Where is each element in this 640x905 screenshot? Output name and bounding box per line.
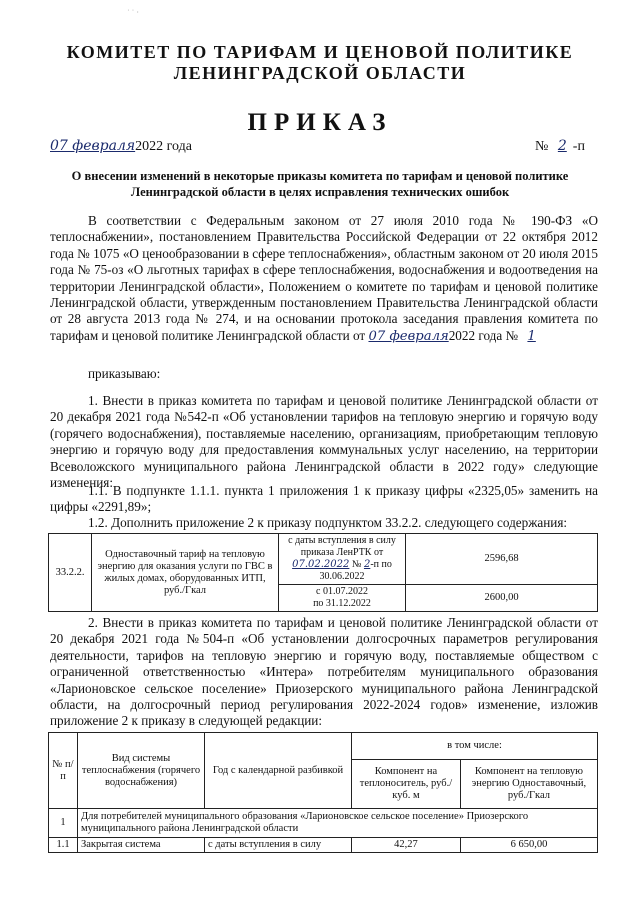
- row-period: с даты вступления в силу: [205, 838, 352, 853]
- scan-specks: ˙ ˙ ·: [127, 8, 139, 17]
- committee-title-line2: ЛЕНИНГРАДСКОЙ ОБЛАСТИ: [173, 63, 467, 83]
- number-prefix: №: [535, 139, 549, 154]
- row-num: 1.1: [49, 838, 78, 853]
- header-year: Год с календарной разбивкой: [205, 733, 352, 809]
- tariff-num: 33.2.2.: [49, 534, 92, 612]
- date-year: 2022 года: [135, 139, 192, 154]
- period1-no: №: [351, 559, 362, 570]
- period1-tail: -п по: [370, 559, 392, 570]
- table-row: [49, 838, 598, 853]
- item-1-2: 1.2. Дополнить приложение 2 к приказу подпунктом 33.2.2. следующего содержания:: [88, 515, 568, 530]
- tariff-period-2: [279, 585, 406, 612]
- table-row: [49, 809, 598, 838]
- preamble-year-label: года №: [478, 327, 519, 343]
- table-header-row: [49, 733, 598, 760]
- order-word: приказываю:: [88, 366, 161, 381]
- group-num: 1: [49, 809, 78, 838]
- header-num: № п/п: [49, 733, 78, 809]
- order-subject: [55, 168, 585, 200]
- period2-line2: по 31.12.2022: [313, 598, 371, 609]
- tariff-table-2: [48, 732, 598, 853]
- period1-number-handwritten: 2: [363, 559, 371, 570]
- header-component-energy: Компонент на тепловую энергию Одноставочный, руб./Гкал: [460, 760, 597, 809]
- committee-title-line1: КОМИТЕТ ПО ТАРИФАМ И ЦЕНОВОЙ ПОЛИТИКЕ: [66, 42, 574, 62]
- preamble: [50, 213, 598, 345]
- period1-end: 30.06.2022: [319, 571, 365, 582]
- tariff-period-1: [279, 534, 406, 585]
- period2-line1: с 01.07.2022: [316, 586, 368, 597]
- preamble-date-handwritten: 07 февраля: [368, 328, 449, 344]
- tariff-description: Одноставочный тариф на тепловую энергию для оказания услуги по ГВС в жилых домах, оборудованных ИТП, руб./Гкал: [92, 534, 279, 612]
- period1-line1: с даты вступления в силу: [288, 535, 396, 546]
- item-1-1: 1.1. В подпункте 1.1.1. пункта 1 приложения 1 к приказу цифры «2325,05» заменить на цифры «2291,89»;: [50, 483, 598, 515]
- date-signature-handwritten: 07 февраля: [50, 138, 136, 154]
- number-suffix: -п: [572, 139, 585, 154]
- group-text: Для потребителей муниципального образования «Ларионовское сельское поселение» Приозерского муниципального района Ленинградской области: [78, 809, 598, 838]
- period1-line3: [282, 559, 402, 571]
- order-number: [535, 138, 585, 155]
- subject-line2: Ленинградской области в целях исправления технических ошибок: [130, 185, 510, 199]
- row-carrier: 42,27: [352, 838, 461, 853]
- preamble-year: 2022: [448, 327, 476, 343]
- item-2: 2. Внести в приказ комитета по тарифам и ценовой политике Ленинградской области от 20 декабря 2021 года №504-п «Об установлении долгосрочных параметров регулирования деятельности, тарифов на тепловую энергию и горячую воду, поставляемые обществом с ограниченной ответственностью «Интера» потребителям муниципального образования «Ларионовское сельское поселение» Приозерского муниципального района Ленинградской области, на долгосрочный период регулирования 2022-2024 годов» изменение, изложив приложение 2 к приказу в следующей редакции:: [50, 615, 598, 729]
- preamble-text: В соответствии с Федеральным законом от 27 июля 2010 года № 190-ФЗ «О теплоснабжении», постановлением Правительства Российской Федерации от 22 октября 2012 года № 1075 «О ценообразовании в сфере теплоснабжения», областным законом от 20 июля 2015 года № 75-оз «О льготных тарифах в сфере теплоснабжения, водоснабжения и водоотведения на территории Ленинградской области», Положением о комитете по тарифам и ценовой политике Ленинградской области, утвержденным постановлением Правительства Ленинградской области от 28 августа 2013 года № 274, и на основании протокола заседания правления комитета по тарифам и ценовой политике Ленинградской области от: [50, 213, 598, 343]
- header-system: Вид системы теплоснабжения (горячего водоснабжения): [78, 733, 205, 809]
- tariff-value-2: 2600,00: [406, 585, 598, 612]
- order-date: [50, 138, 192, 155]
- protocol-number-handwritten: 1: [527, 328, 536, 344]
- row-system: Закрытая система: [78, 838, 205, 853]
- tariff-table-1: [48, 533, 598, 612]
- row-energy: 6 650,00: [460, 838, 597, 853]
- table-row: [49, 534, 598, 585]
- period1-date-handwritten: 07.02.2022: [292, 559, 350, 570]
- header-including: в том числе:: [352, 733, 598, 760]
- committee-title: [0, 42, 640, 84]
- item-1: 1. Внести в приказ комитета по тарифам и ценовой политике Ленинградской области от 20 декабря 2021 года №542-п «Об установлении тарифов на тепловую энергию и горячую воду (горячего водоснабжения), поставляемые населению, организациям, приобретающим тепловую энергию и горячую воду для предоставления коммунальных услуг населению, на территории Всеволожского муниципального района Ленинградской области в 2022 году» следующие изменения:: [50, 393, 598, 491]
- period1-line2: приказа ЛенРТК от: [300, 547, 384, 558]
- number-handwritten: 2: [557, 138, 567, 154]
- document-type-title: ПРИКАЗ: [247, 109, 393, 136]
- header-component-carrier: Компонент на теплоноситель, руб./куб. м: [352, 760, 461, 809]
- tariff-value-1: 2596,68: [406, 534, 598, 585]
- subject-line1: О внесении изменений в некоторые приказы комитета по тарифам и ценовой политике: [71, 169, 569, 183]
